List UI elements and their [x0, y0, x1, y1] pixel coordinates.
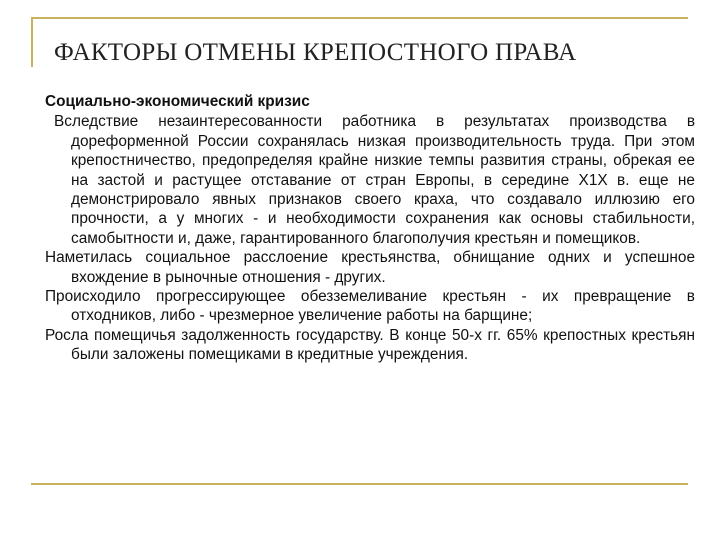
- slide-body: [45, 92, 695, 365]
- frame-bottom-line: [31, 483, 688, 485]
- frame-top-line: [31, 17, 688, 19]
- section-heading: Социально-экономический кризис: [45, 93, 310, 110]
- slide-title: ФАКТОРЫ ОТМЕНЫ КРЕПОСТНОГО ПРАВА: [54, 39, 577, 66]
- paragraph-stratification: Наметилась социальное расслоение крестьянства, обнищание одних и успешное вхождение в рыночные отношения - других.: [45, 249, 695, 286]
- paragraph-landlessness: Происходило прогрессирующее обезземеливание крестьян - их превращение в отходников, либо - чрезмерное увеличение работы на барщине;: [45, 288, 695, 325]
- frame-left-line: [31, 17, 33, 67]
- paragraph-crisis: Вследствие незаинтересованности работника в результатах производства в дореформенной России сохранялась низкая производительность труда. При этом крепостничество, предопределяя крайне низкие темпы развития страны, обрекая ее на застой и растущее отставание от стран Европы, в середине Х1Х в. еще не демонстрировало явных признаков своего краха, что создавало иллюзию его прочности, а у многих - и необходимости сохранения как основы стабильности, самобытности и, даже, гарантированного благополучия крестьян и помещиков.: [54, 113, 695, 247]
- paragraph-debt: Росла помещичья задолженность государству. В конце 50-х гг. 65% крепостных крестьян были заложены помещиками в кредитные учреждения.: [45, 326, 695, 364]
